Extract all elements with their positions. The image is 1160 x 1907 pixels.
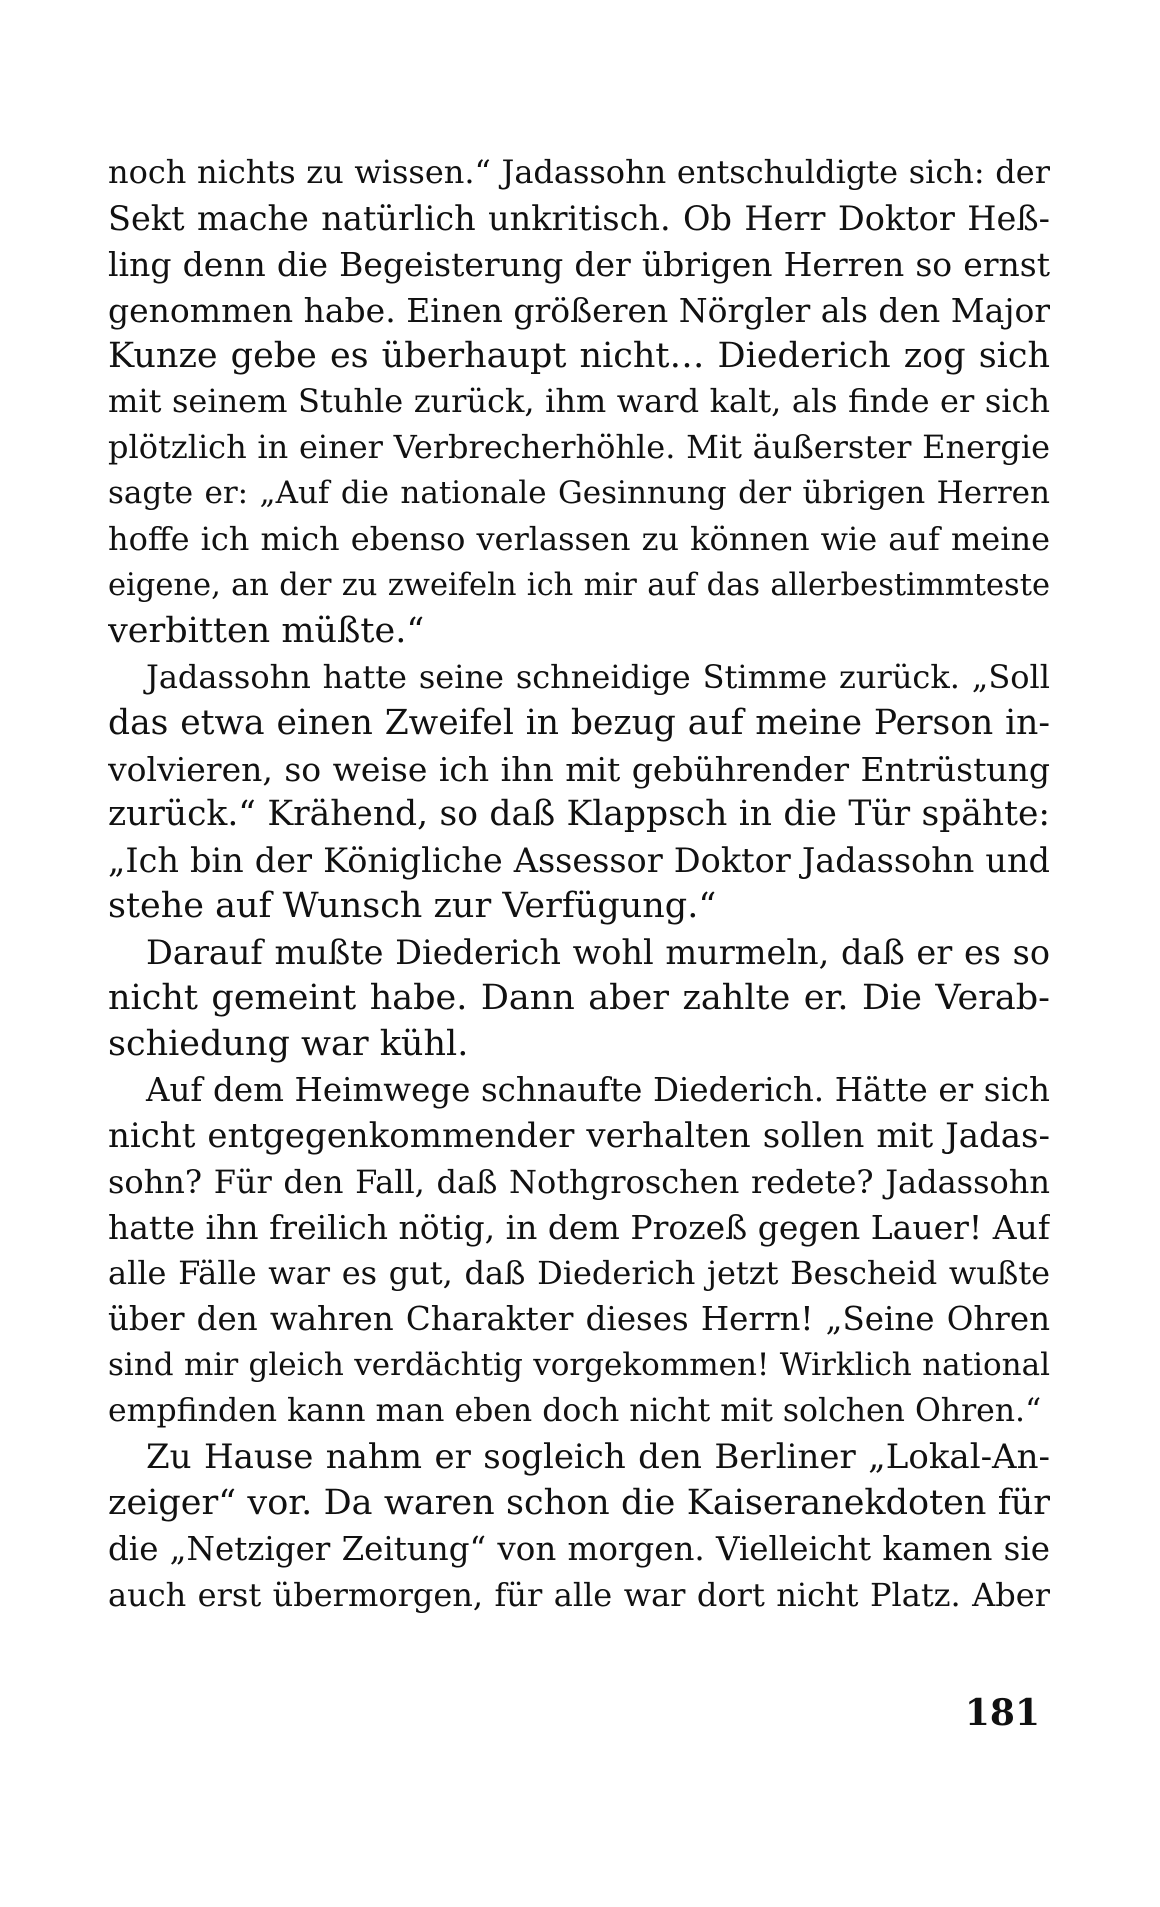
text-line: volvieren, so weise ich ihn mit gebührender Entrüstung (108, 749, 1050, 789)
body-text (108, 150, 1050, 1619)
text-line: das etwa einen Zweifel in bezug auf meine Person in- (108, 702, 1050, 743)
text-line: Zu Hause nahm er sogleich den Berliner „Lokal-An- (146, 1436, 1050, 1477)
text-line: stehe auf Wunsch zur Verfügung.“ (108, 886, 717, 927)
text-line: auch erst übermorgen, für alle war dort nicht Platz. Aber (108, 1575, 1050, 1614)
text-line: verbitten müßte.“ (108, 610, 425, 651)
text-line: Jadassohn hatte seine schneidige Stimme zurück. „Soll (146, 657, 1050, 696)
text-line: sind mir gleich verdächtig vorgekommen! Wirklich national (108, 1347, 1050, 1384)
text-line: sagte er: „Auf die nationale Gesinnung der übrigen Herren (108, 475, 1050, 512)
text-line: Sekt mache natürlich unkritisch. Ob Herr Doktor Heß- (108, 198, 1050, 238)
text-line: nicht entgegenkommender verhalten sollen mit Jadas- (108, 1115, 1050, 1156)
text-line: zurück.“ Krähend, so daß Klappsch in die Tür spähte: (108, 794, 1050, 835)
text-line: nicht gemeint habe. Dann aber zahlte er. Die Verab- (108, 978, 1050, 1019)
text-line: zeiger“ vor. Da waren schon die Kaiseranekdoten für (108, 1482, 1050, 1523)
text-line: plötzlich in einer Verbrecherhöhle. Mit äußerster Energie (108, 428, 1050, 467)
text-line: empfinden kann man eben doch nicht mit solchen Ohren.“ (108, 1393, 1042, 1430)
text-line: sohn? Für den Fall, daß Nothgroschen redete? Jadassohn (108, 1162, 1050, 1201)
text-line: Auf dem Heimwege schnaufte Diederich. Hätte er sich (146, 1070, 1050, 1109)
text-line: Kunze gebe es überhaupt nicht… Diederich zog sich (108, 335, 1050, 376)
text-line: alle Fälle war es gut, daß Diederich jetzt Bescheid wußte (108, 1254, 1050, 1293)
text-line: noch nichts zu wissen.“ Jadassohn entschuldigte sich: der (108, 153, 1050, 191)
text-line: schiedung war kühl. (108, 1023, 469, 1064)
text-line: hatte ihn freilich nötig, in dem Prozeß gegen Lauer! Auf (108, 1208, 1050, 1248)
text-line: die „Netziger Zeitung“ von morgen. Vielleicht kamen sie (108, 1529, 1050, 1568)
text-line: über den wahren Charakter dieses Herrn! „Seine Ohren (108, 1300, 1050, 1339)
text-line: Darauf mußte Diederich wohl murmeln, daß er es so (146, 933, 1050, 973)
text-line: genommen habe. Einen größeren Nörgler als den Major (108, 290, 1050, 330)
text-line: eigene, an der zu zweifeln ich mir auf das allerbestimmteste (108, 568, 1050, 604)
text-line: ling denn die Begeisterung der übrigen Herren so ernst (108, 244, 1050, 284)
text-line: „Ich bin der Königliche Assessor Doktor Jadassohn und (108, 841, 1050, 881)
text-line: hoffe ich mich ebenso verlassen zu können wie auf meine (108, 520, 1050, 559)
text-line: mit seinem Stuhle zurück, ihm ward kalt, als finde er sich (108, 382, 1050, 421)
page-number: 181 (964, 1692, 1040, 1734)
